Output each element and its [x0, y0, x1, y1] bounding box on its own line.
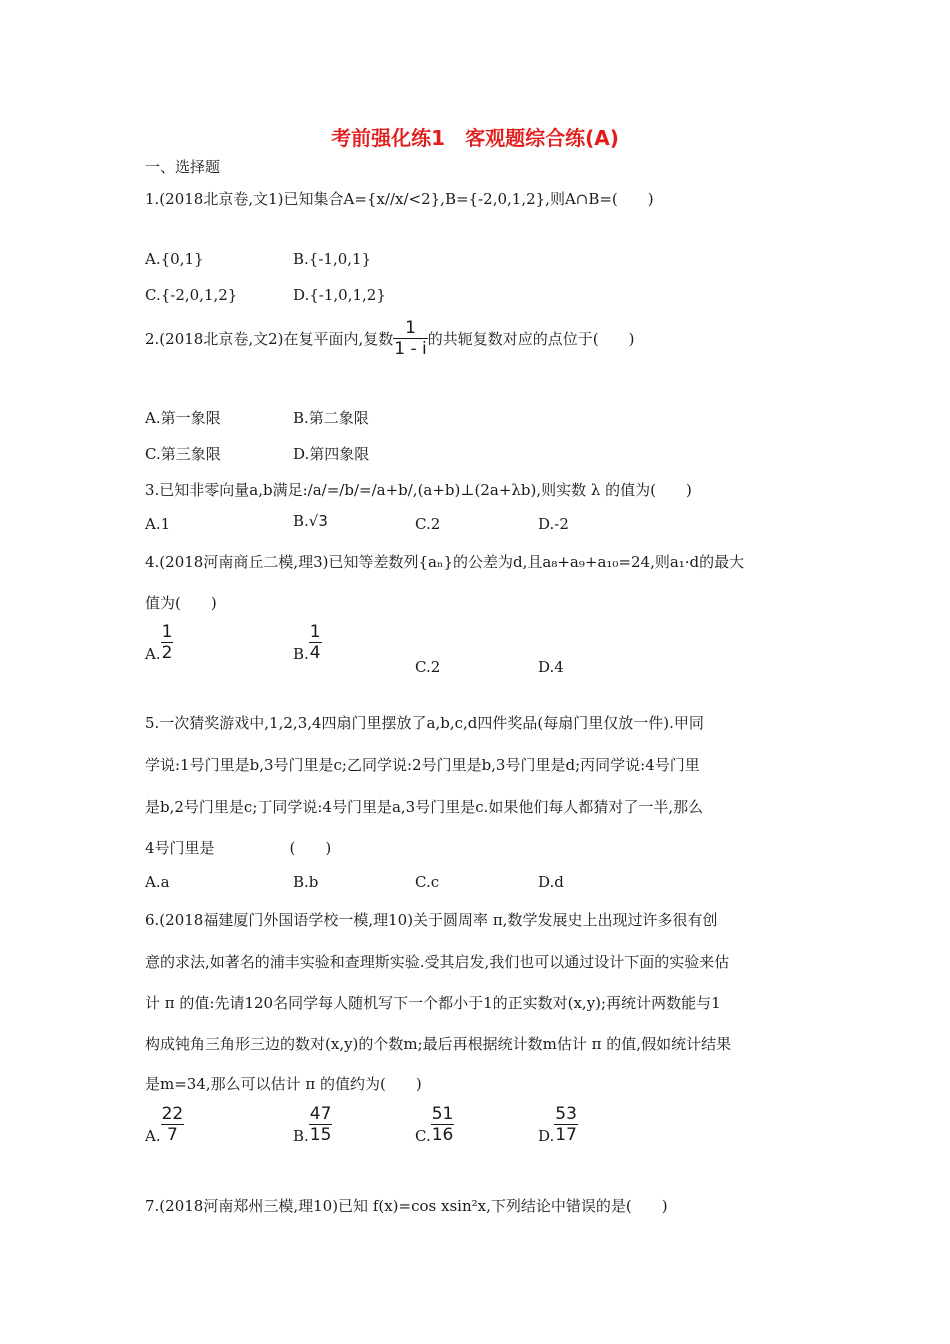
option-label: C. [415, 1127, 431, 1145]
question-3-option-c: C.2 [415, 515, 441, 533]
question-6-option-d [538, 1104, 578, 1145]
fraction-numerator: 53 [555, 1104, 577, 1124]
question-6-line-4: 构成钝角三角形三边的数对(x,y)的个数m;最后再根据统计数m估计 π 的值,假如统计结果 [145, 1035, 732, 1053]
fraction-denominator: 17 [555, 1125, 577, 1145]
fraction-denominator: 1 - i [394, 339, 427, 359]
question-6-option-c [415, 1104, 454, 1145]
option-b-label: B. [293, 512, 309, 530]
question-5-option-c: C.c [415, 873, 440, 891]
question-4-line-1: 4.(2018河南商丘二模,理3)已知等差数列{aₙ}的公差为d,且a₈+a₉+a₁₀=24,则a₁·d的最大 [145, 553, 745, 571]
option-fraction [554, 1104, 578, 1145]
page-title: 考前强化练1 客观题综合练(A) [331, 126, 619, 150]
question-5-option-a: A.a [145, 873, 170, 891]
question-1-option-b: B.{-1,0,1} [293, 250, 372, 268]
question-2-fraction [393, 318, 427, 359]
option-label: A. [145, 1127, 161, 1145]
question-5-option-d: D.d [538, 873, 564, 891]
question-6-option-a [145, 1104, 184, 1145]
option-b-fraction [309, 622, 322, 663]
fraction-denominator: 7 [161, 1124, 185, 1145]
question-2-option-c: C.第三象限 [145, 445, 221, 463]
fraction-numerator: 1 [161, 622, 173, 642]
fraction-numerator: 47 [309, 1104, 332, 1124]
fraction-numerator: 1 [309, 622, 321, 642]
question-2-option-b: B.第二象限 [293, 409, 369, 427]
option-fraction [309, 1104, 333, 1145]
question-5-line-1: 5.一次猜奖游戏中,1,2,3,4四扇门里摆放了a,b,c,d四件奖品(每扇门里仅放一件).甲同 [145, 714, 704, 732]
fraction-denominator: 2 [161, 643, 173, 663]
question-6-line-5: 是m=34,那么可以估计 π 的值约为( ) [145, 1075, 422, 1093]
question-5-option-b: B.b [293, 873, 319, 891]
question-5-line-3: 是b,2号门里是c;丁同学说:4号门里是a,3号门里是c.如果他们每人都猜对了一半,那么 [145, 798, 704, 816]
section-heading: 一、选择题 [145, 158, 221, 176]
question-4-option-c: C.2 [415, 658, 441, 676]
option-b-label: B. [293, 645, 309, 663]
fraction-denominator: 4 [309, 643, 321, 663]
question-7-text: 7.(2018河南郑州三模,理10)已知 f(x)=cos xsin²x,下列结论中错误的是( ) [145, 1197, 668, 1215]
question-2-option-a: A.第一象限 [145, 409, 221, 427]
question-1-option-a: A.{0,1} [145, 250, 204, 268]
fraction-numerator: 51 [431, 1104, 454, 1124]
question-6-line-2: 意的求法,如著名的浦丰实验和查理斯实验.受其启发,我们也可以通过设计下面的实验来估 [145, 953, 730, 971]
fraction-numerator: 22 [161, 1104, 184, 1124]
fraction-numerator: 1 [405, 318, 416, 338]
question-6-line-1: 6.(2018福建厦门外国语学校一模,理10)关于圆周率 π,数学发展史上出现过许多很有创 [145, 911, 718, 929]
option-fraction [161, 1104, 185, 1145]
question-5-line-4: 4号门里是 ( ) [145, 839, 332, 857]
question-1-option-d: D.{-1,0,1,2} [293, 286, 386, 304]
question-3-option-a: A.1 [145, 515, 171, 533]
question-4-option-b [293, 622, 322, 663]
question-2-line [145, 318, 634, 359]
question-3-option-b [293, 512, 328, 530]
question-5-line-2: 学说:1号门里是b,3号门里是c;乙同学说:2号门里是b,3号门里是d;丙同学说:4号门里 [145, 756, 700, 774]
question-2-text-after: 的共轭复数对应的点位于( ) [427, 330, 635, 348]
question-2-text-before: 2.(2018北京卷,文2)在复平面内,复数 [145, 330, 394, 348]
question-2-option-d: D.第四象限 [293, 445, 370, 463]
fraction-denominator: 16 [431, 1125, 454, 1145]
question-6-line-3: 计 π 的值:先请120名同学每人随机写下一个都小于1的正实数对(x,y);再统计两数能与1 [145, 994, 721, 1012]
sqrt-3: √3 [308, 512, 328, 530]
option-fraction [431, 1104, 455, 1145]
question-4-option-a [145, 622, 173, 663]
question-1-option-c: C.{-2,0,1,2} [145, 286, 238, 304]
question-1-text: 1.(2018北京卷,文1)已知集合A={x//x/<2},B={-2,0,1,2},则A∩B=( ) [145, 190, 654, 208]
question-4-option-d: D.4 [538, 658, 564, 676]
question-3-option-d: D.-2 [538, 515, 569, 533]
option-a-label: A. [145, 645, 161, 663]
option-label: D. [538, 1127, 555, 1145]
option-label: B. [293, 1127, 309, 1145]
fraction-denominator: 15 [309, 1125, 332, 1145]
question-3-text: 3.已知非零向量a,b满足:/a/=/b/=/a+b/,(a+b)⊥(2a+λb),则实数 λ 的值为( ) [145, 481, 692, 499]
option-a-fraction [161, 622, 174, 663]
question-6-option-b [293, 1104, 332, 1145]
question-4-line-2: 值为( ) [145, 594, 217, 612]
